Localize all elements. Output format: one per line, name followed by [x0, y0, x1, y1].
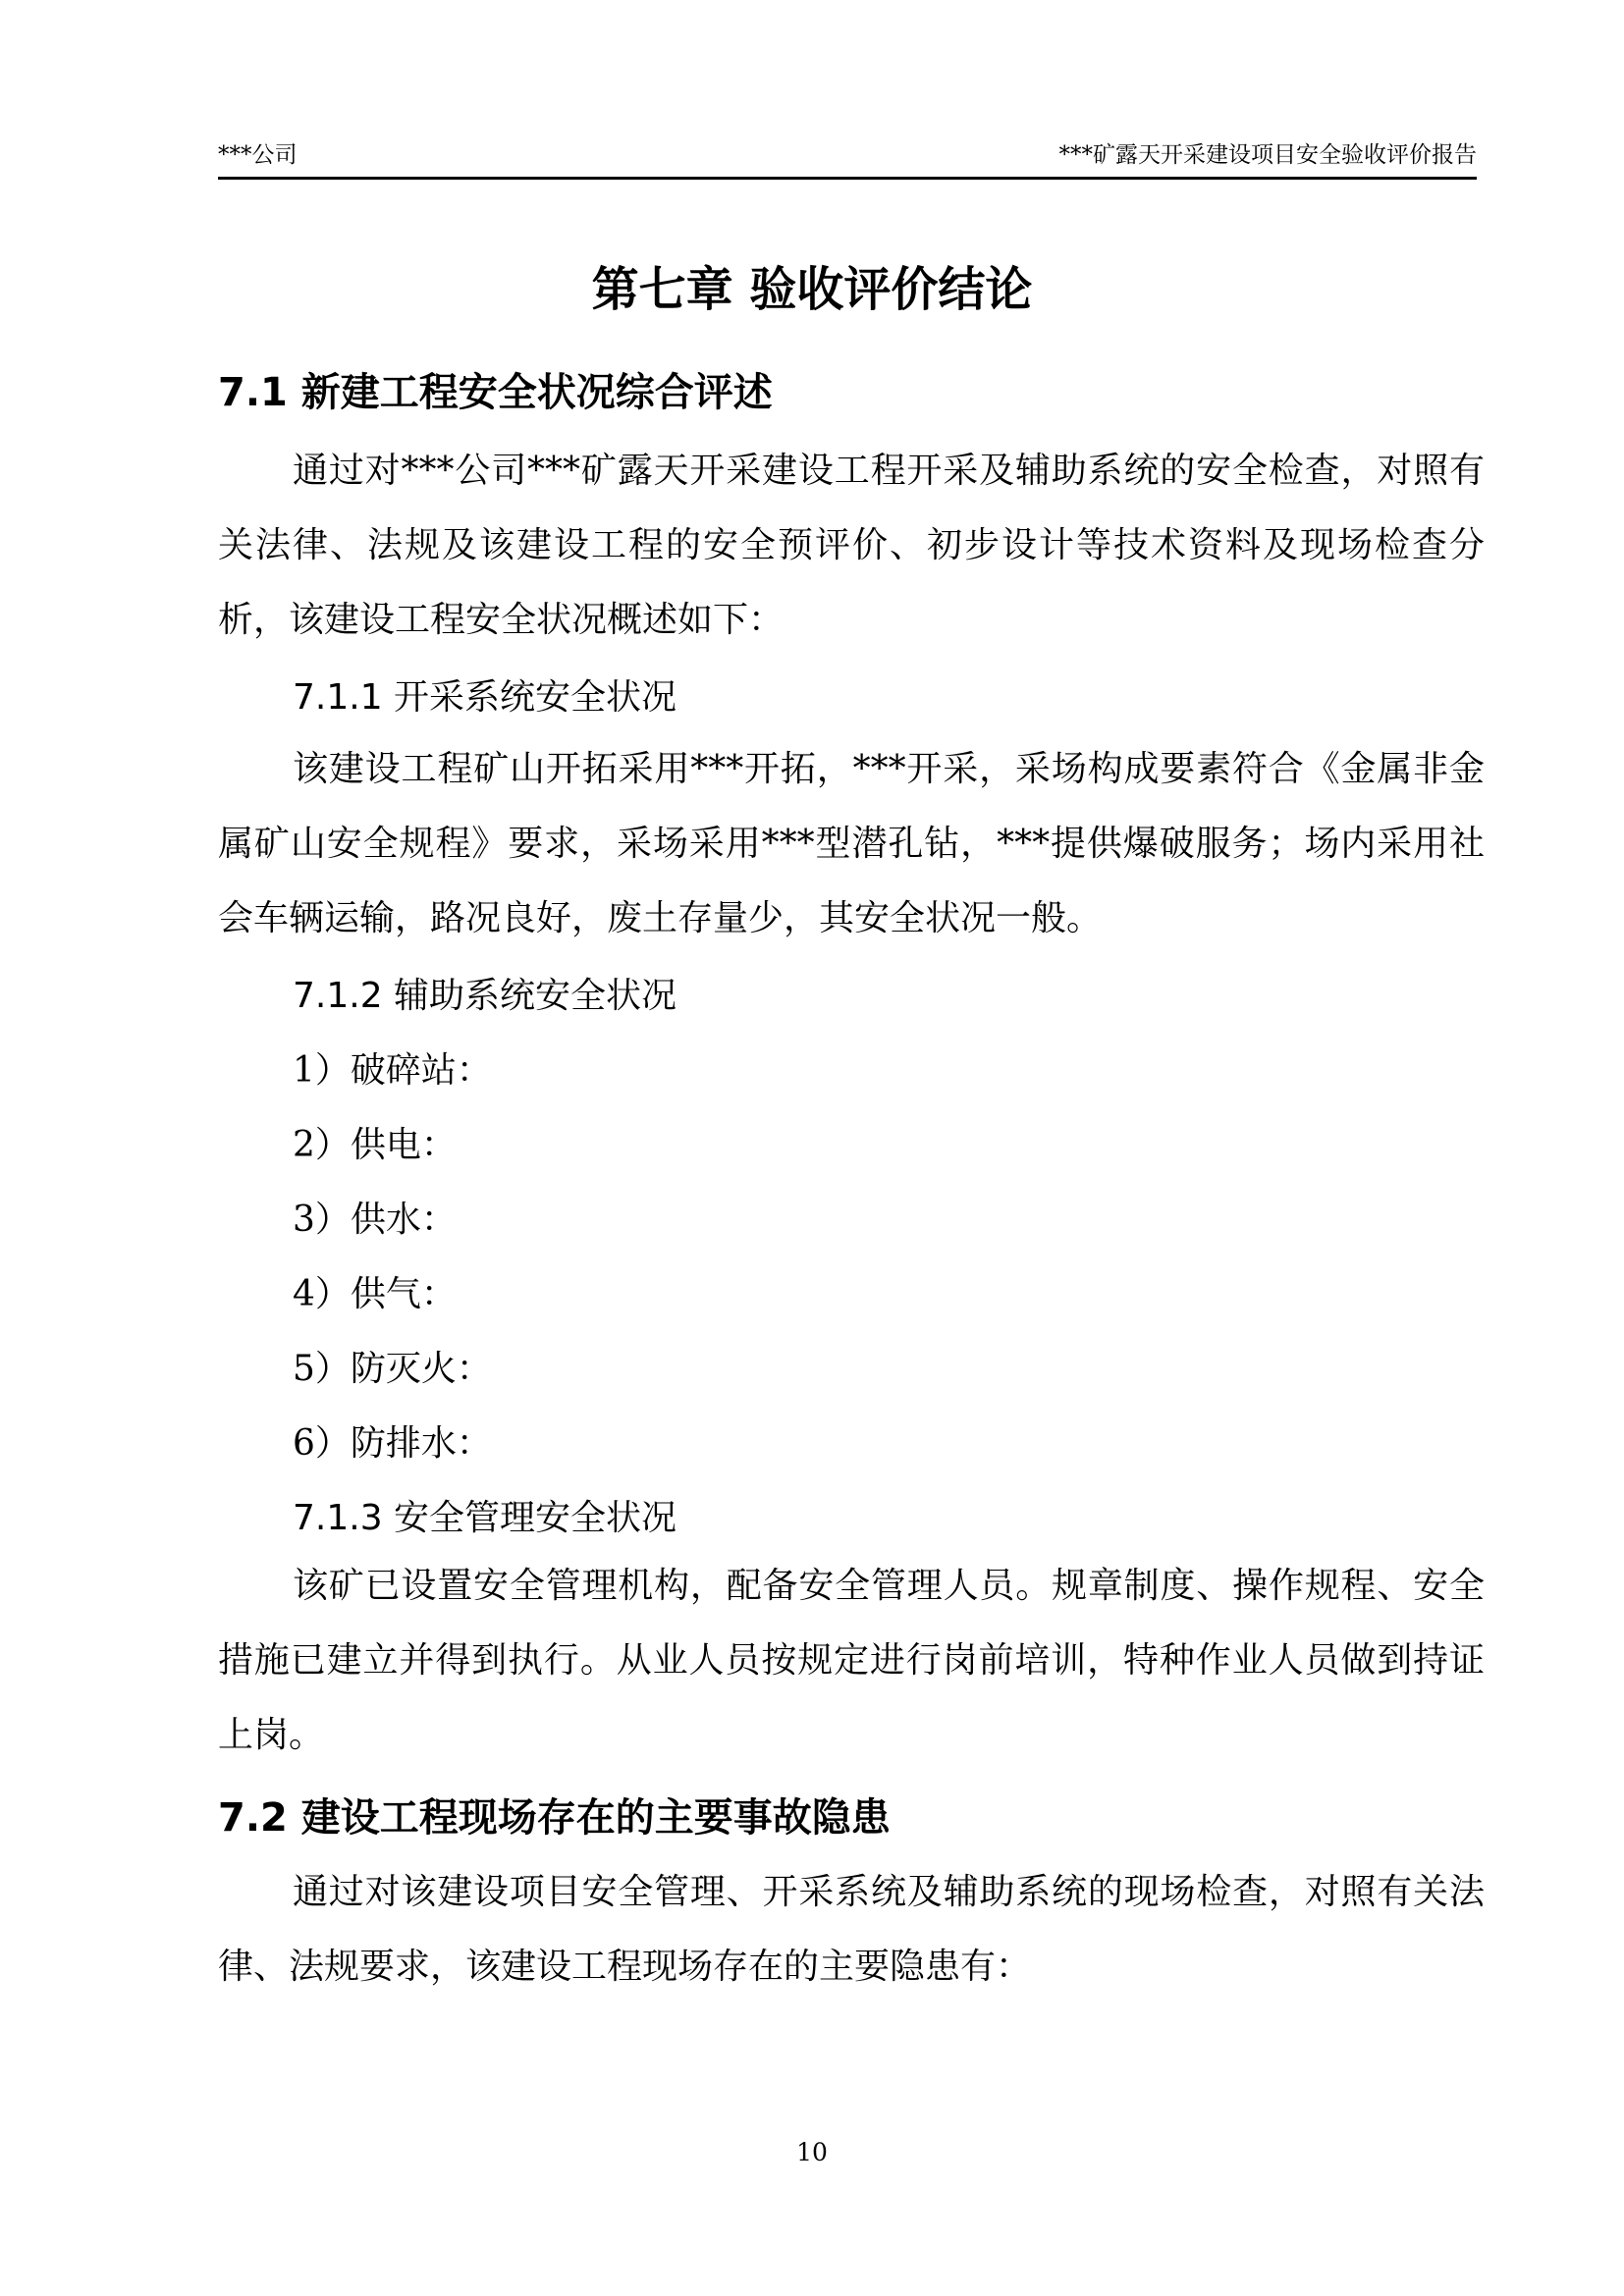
header-report-title: ***矿露天开采建设项目安全验收评价报告	[1058, 142, 1477, 168]
chapter-title: 第七章 验收评价结论	[591, 262, 1033, 317]
page-number: 10	[796, 2138, 828, 2166]
page-header	[218, 143, 1477, 173]
section-7-1-3-text: 该矿已设置安全管理机构，配备安全管理人员。规章制度、操作规程、安全措施已建立并得到执行。从业人员按规定进行岗前培训，特种作业人员做到持证上岗。	[218, 1566, 1485, 1755]
section-7-2-text: 通过对该建设项目安全管理、开采系统及辅助系统的现场检查，对照有关法律、法规要求，该建设工程现场存在的主要隐患有：	[218, 1872, 1485, 1987]
header-divider	[218, 177, 1477, 180]
list-item-water-supply: 3）供水：	[293, 1200, 457, 1240]
section-7-1-1-text: 该建设工程矿山开拓采用***开拓，***开采，采场构成要素符合《金属非金属矿山安全规程》要求，采场采用***型潜孔钻，***提供爆破服务；场内采用社会车辆运输，路况良好，废土存量少，其安全状况一般。	[218, 749, 1485, 938]
section-7-1-heading: 7.1 新建工程安全状况综合评述	[218, 370, 773, 415]
section-7-2-heading: 7.2 建设工程现场存在的主要事故隐患	[218, 1795, 891, 1841]
section-7-1-3-heading: 7.1.3 安全管理安全状况	[293, 1498, 677, 1538]
section-7-1-intro: 通过对***公司***矿露天开采建设工程开采及辅助系统的安全检查，对照有关法律、法规及该建设工程的安全预评价、初步设计等技术资料及现场检查分析，该建设工程安全状况概述如下：	[218, 451, 1485, 640]
list-item-crushing-station: 1）破碎站：	[293, 1050, 492, 1091]
list-item-power-supply: 2）供电：	[293, 1125, 457, 1165]
section-7-1-2-heading: 7.1.2 辅助系统安全状况	[293, 976, 677, 1016]
list-item-fire-prevention: 5）防灭火：	[293, 1349, 492, 1389]
header-company: ***公司	[218, 142, 298, 168]
list-item-drainage: 6）防排水：	[293, 1423, 492, 1464]
section-7-1-1-heading: 7.1.1 开采系统安全状况	[293, 677, 677, 718]
list-item-air-supply: 4）供气：	[293, 1274, 457, 1314]
